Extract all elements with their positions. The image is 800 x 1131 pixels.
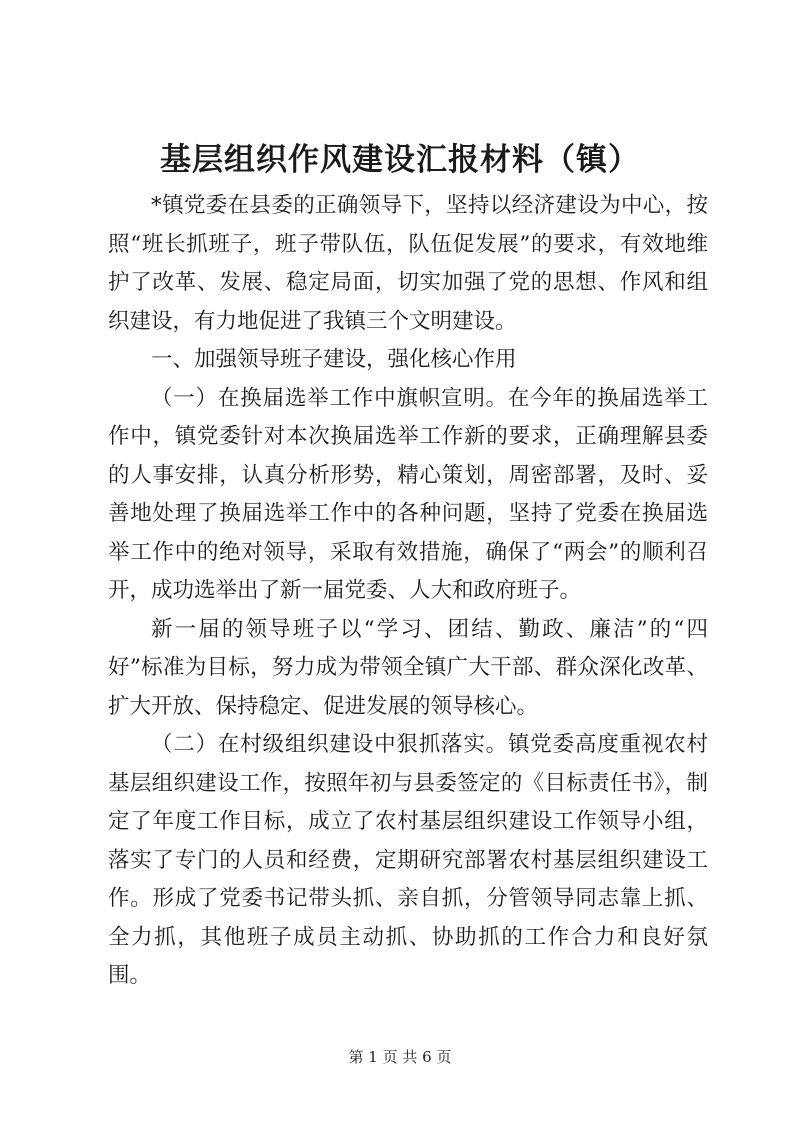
paragraph-intro: *镇党委在县委的正确领导下，坚持以经济建设为中心，按照“班长抓班子，班子带队伍，队伍促发展”的要求，有效地维护了改革、发展、稳定局面，切实加强了党的思想、作风和组织建设，有力地促进了我镇三个文明建设。 <box>108 193 708 334</box>
section-heading: 一、加强领导班子建设，强化核心作用 <box>151 347 517 372</box>
paragraph-election: （一）在换届选举工作中旗帜宣明。在今年的换届选举工作中，镇党委针对本次换届选举工作新的要求，正确理解县委的人事安排，认真分析形势，精心策划，周密部署，及时、妥善地处理了换届选举工作中的各种问题，坚持了党委在换届选举工作中的绝对领导，采取有效措施，确保了“两会”的顺利召开，成功选举出了新一届党委、人大和政府班子。 <box>108 385 708 603</box>
document-title: 基层组织作风建设汇报材料（镇） <box>160 142 640 178</box>
paragraph-new-team: 新一届的领导班子以“学习、团结、勤政、廉洁”的“四好”标准为目标，努力成为带领全镇广大干部、群众深化改革、扩大开放、保持稳定、促进发展的领导核心。 <box>108 616 708 719</box>
page-footer: 第 1 页 共 6 页 <box>348 1048 452 1066</box>
paragraph-village-org: （二）在村级组织建设中狠抓落实。镇党委高度重视农村基层组织建设工作，按照年初与县委签定的《目标责任书》，制定了年度工作目标，成立了农村基层组织建设工作领导小组，落实了专门的人员和经费，定期研究部署农村基层组织建设工作。形成了党委书记带头抓、亲自抓，分管领导同志靠上抓、全力抓，其他班子成员主动抓、协助抓的工作合力和良好氛围。 <box>108 732 708 988</box>
document-body <box>108 187 708 996</box>
